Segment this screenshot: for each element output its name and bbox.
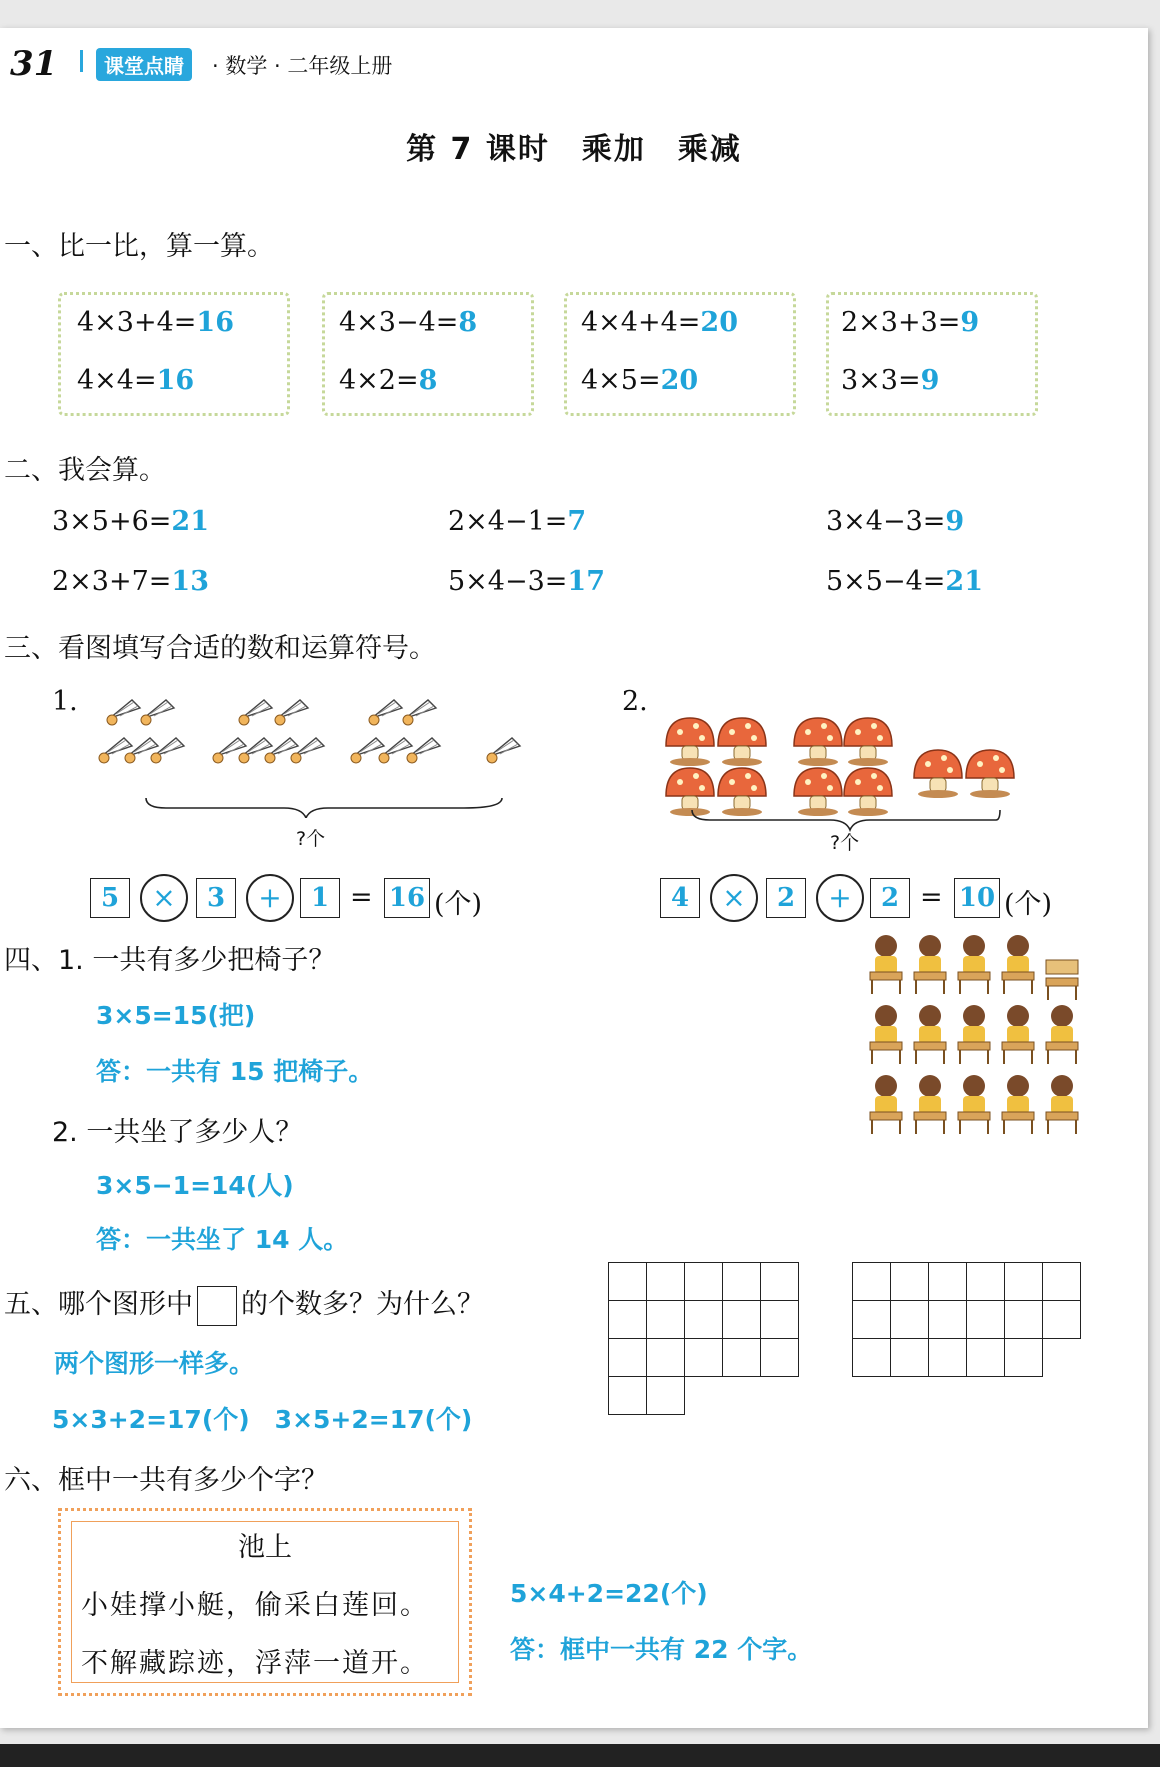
s4-answer-1: 答：一共有 15 把椅子。	[96, 1057, 374, 1086]
bottom-bar	[0, 1744, 1160, 1767]
mushroom-illustration	[660, 706, 1020, 836]
header-subject: · 数学 · 二年级上册	[212, 54, 393, 78]
p2-circle-op2: +	[816, 874, 864, 922]
p2-equals: =	[920, 882, 943, 913]
s6-answer: 答：框中一共有 22 个字。	[510, 1635, 813, 1664]
shuttlecock-illustration	[92, 678, 522, 818]
s4-answer-2: 答：一共坐了 14 人。	[96, 1225, 349, 1254]
s4-calc-2: 3×5−1=14(人)	[96, 1171, 294, 1200]
calc-item: 2×3+7=13	[52, 566, 209, 597]
p1-equals: =	[350, 882, 373, 913]
lesson-title: 第 7 课时 乘加 乘减	[406, 132, 742, 167]
problem-2-number: 2.	[622, 686, 648, 717]
header-badge: 课堂点睛	[96, 48, 192, 81]
section-3-heading: 三、看图填写合适的数和运算符号。	[4, 633, 436, 664]
p2-box-result: 10	[954, 878, 1000, 918]
s6-calc: 5×4+2=22(个)	[510, 1579, 708, 1608]
poem-title: 池上	[238, 1532, 292, 1563]
problem-2-brace-label: ?个	[830, 832, 860, 854]
p1-circle-op2: +	[246, 874, 294, 922]
poem-line-1: 小娃撑小艇，偷采白莲回。	[81, 1590, 429, 1621]
compare-box: 2×3+3=9 3×3=9	[826, 292, 1038, 416]
poem-frame	[58, 1508, 472, 1696]
p1-unit: (个)	[434, 889, 483, 920]
p1-box-b: 3	[196, 878, 236, 918]
square-symbol	[197, 1286, 237, 1326]
p2-box-a: 4	[660, 878, 700, 918]
compare-box: 4×3+4=16 4×4=16	[58, 292, 290, 416]
p1-box-result: 16	[384, 878, 430, 918]
s5-answer: 两个图形一样多。	[54, 1349, 255, 1378]
p2-box-c: 2	[870, 878, 910, 918]
poem-line-2: 不解藏踪迹，浮萍一道开。	[81, 1648, 429, 1679]
s5-calc: 5×3+2=17(个) 3×5+2=17(个)	[52, 1405, 473, 1434]
p1-box-a: 5	[90, 878, 130, 918]
calc-item: 5×5−4=21	[826, 566, 983, 597]
header-divider	[80, 50, 83, 72]
s4-question-2: 2. 一共坐了多少人？	[52, 1117, 303, 1148]
section-5-heading: 五、哪个图形中 的个数多？为什么？	[4, 1282, 484, 1326]
worksheet-page	[0, 28, 1148, 1728]
section-2-heading: 二、我会算。	[4, 455, 166, 486]
page-number: 31	[10, 44, 58, 84]
problem-1-number: 1.	[52, 686, 78, 717]
section-6-heading: 六、框中一共有多少个字？	[4, 1465, 328, 1496]
compare-box: 4×3−4=8 4×2=8	[322, 292, 534, 416]
grid-figure-1	[608, 1262, 799, 1415]
chairs-children-illustration	[862, 920, 1092, 1170]
calc-item: 2×4−1=7	[448, 506, 587, 537]
compare-box: 4×4+4=20 4×5=20	[564, 292, 796, 416]
p2-circle-op1: ×	[710, 874, 758, 922]
grid-figure-2	[852, 1262, 1081, 1377]
problem-1-brace-label: ?个	[296, 828, 326, 850]
calc-item: 5×4−3=17	[448, 566, 605, 597]
p1-box-c: 1	[300, 878, 340, 918]
p2-box-b: 2	[766, 878, 806, 918]
p2-unit: (个)	[1004, 889, 1053, 920]
calc-item: 3×4−3=9	[826, 506, 965, 537]
p1-circle-op1: ×	[140, 874, 188, 922]
section-1-heading: 一、比一比，算一算。	[4, 231, 274, 262]
calc-item: 3×5+6=21	[52, 506, 209, 537]
s4-calc-1: 3×5=15(把)	[96, 1001, 256, 1030]
section-4-heading: 四、1. 一共有多少把椅子？	[4, 945, 336, 976]
